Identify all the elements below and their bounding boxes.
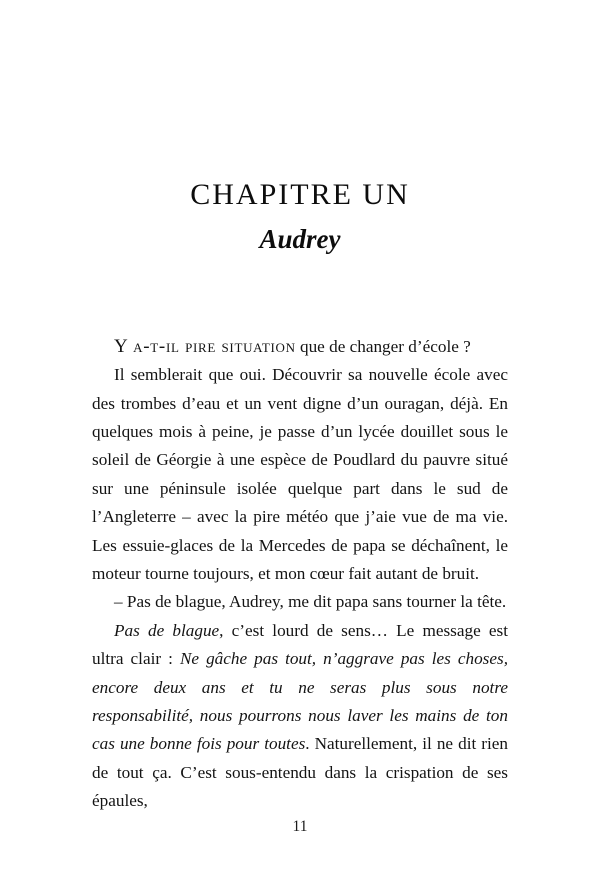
chapter-title: CHAPITRE UN xyxy=(190,178,410,211)
paragraph-2: Il semblerait que oui. Découvrir sa nouvelle école avec des trombes d’eau et un vent digne d’un ouragan, déjà. En quelques mois à peine, je passe d’un lycée douillet sous le soleil de Géorgie à une espèce de Poudlard du pauvre situé sur une péninsule isolée quelque part dans le sud de l’Angleterre – avec la pire météo que j’aie vue de ma vie. Les essuie-glaces de la Mercedes de papa se déchaînent, le moteur tourne toujours, et mon cœur fait autant de bruit. xyxy=(92,365,508,583)
paragraph-3: – Pas de blague, Audrey, me dit papa sans tourner la tête. xyxy=(114,592,507,612)
page-content xyxy=(92,0,508,816)
paragraph-4-segment-2: , c’est lourd de sens… Le message est ultra clair : xyxy=(92,620,508,669)
chapter-subtitle: Audrey xyxy=(259,224,341,254)
paragraph-1-lead: Y a-t-il pire situation xyxy=(114,335,296,357)
paragraph-1 xyxy=(92,333,508,361)
paragraph-4 xyxy=(92,617,508,816)
page-number: 11 xyxy=(292,818,308,835)
paragraph-4-segment-4: . Naturellement, il ne dit rien de tout ça. C’est sous-entendu dans la crispation de ses épaules, xyxy=(92,734,509,811)
body-text xyxy=(92,255,508,816)
paragraph-1-rest: que de changer d’école ? xyxy=(295,336,471,356)
paragraph-4-segment-3: Ne gâche pas tout, n’aggrave pas les choses, encore deux ans et tu ne seras plus sous notre responsabilité, nous pourrons nous laver les mains de ton cas une bonne fois pour toutes xyxy=(92,649,508,754)
paragraph-4-segment-1: Pas de blague xyxy=(114,620,220,640)
